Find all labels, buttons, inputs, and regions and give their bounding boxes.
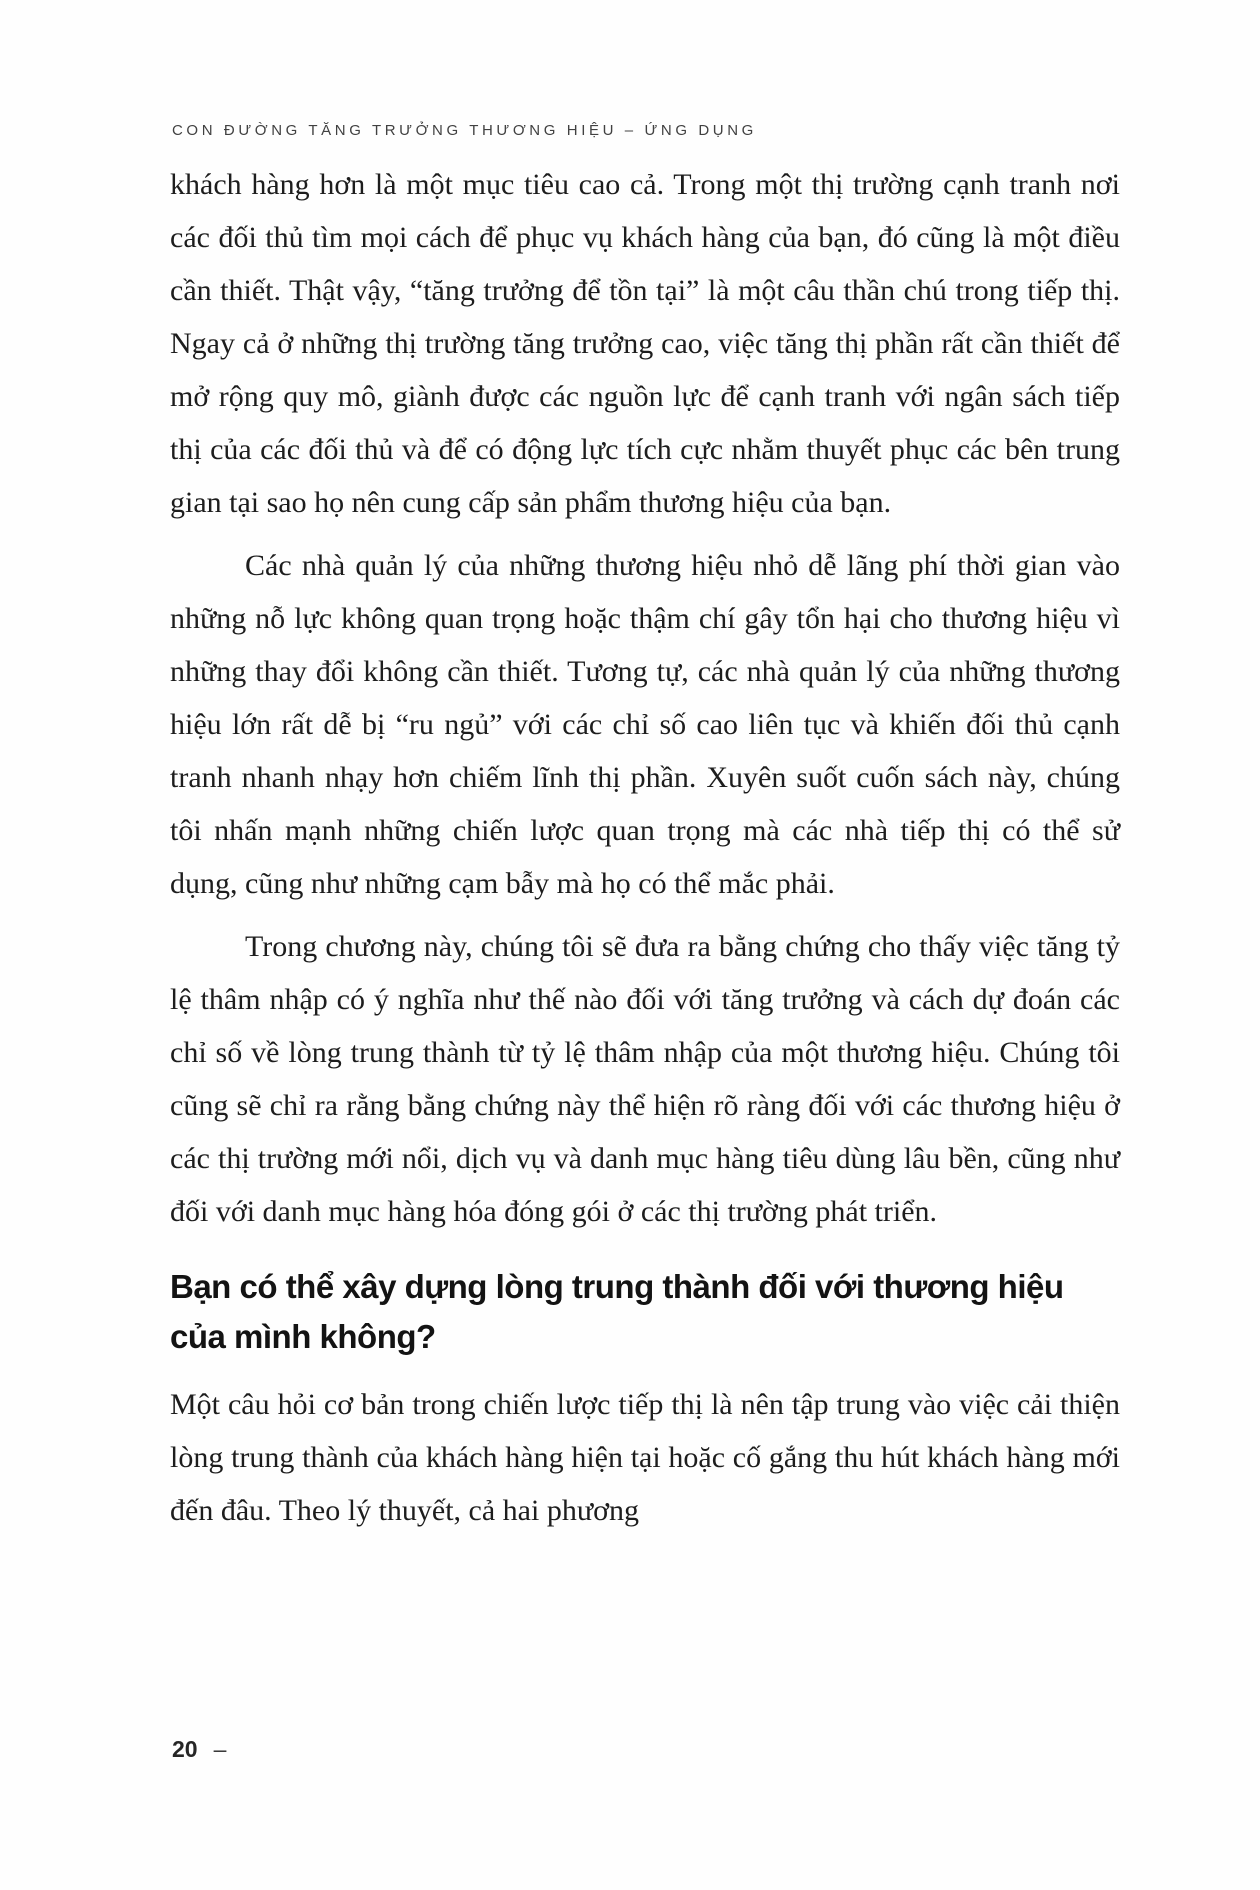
body-paragraph-1: khách hàng hơn là một mục tiêu cao cả. Trong một thị trường cạnh tranh nơi các đối thủ tìm mọi cách để phục vụ khách hàng của bạn, đó cũng là một điều cần thiết. Thật vậy, “tăng trưởng để tồn tại” là một câu thần chú trong tiếp thị. Ngay cả ở những thị trường tăng trưởng cao, việc tăng thị phần rất cần thiết để mở rộng quy mô, giành được các nguồn lực để cạnh tranh với ngân sách tiếp thị của các đối thủ và để có động lực tích cực nhằm thuyết phục các bên trung gian tại sao họ nên cung cấp sản phẩm thương hiệu của bạn. (170, 168, 1120, 519)
body-paragraph-3: Trong chương này, chúng tôi sẽ đưa ra bằng chứng cho thấy việc tăng tỷ lệ thâm nhập có ý nghĩa như thế nào đối với tăng trưởng và cách dự đoán các chỉ số về lòng trung thành từ tỷ lệ thâm nhập của một thương hiệu. Chúng tôi cũng sẽ chỉ ra rằng bằng chứng này thể hiện rõ ràng đối với các thương hiệu ở các thị trường mới nổi, dịch vụ và danh mục hàng tiêu dùng lâu bền, cũng như đối với danh mục hàng hóa đóng gói ở các thị trường phát triển. (170, 930, 1120, 1228)
section-heading: Bạn có thể xây dựng lòng trung thành đối với thương hiệu của mình không? (170, 1268, 1064, 1355)
body-paragraph-4: Một câu hỏi cơ bản trong chiến lược tiếp thị là nên tập trung vào việc cải thiện lòng trung thành của khách hàng hiện tại hoặc cố gắng thu hút khách hàng mới đến đâu. Theo lý thuyết, cả hai phương (170, 1388, 1120, 1527)
page-number: 20 (172, 1736, 198, 1762)
running-header: CON ĐƯỜNG TĂNG TRƯỞNG THƯƠNG HIỆU – ỨNG DỤNG (172, 122, 757, 139)
body-paragraph-2: Các nhà quản lý của những thương hiệu nhỏ dễ lãng phí thời gian vào những nỗ lực không quan trọng hoặc thậm chí gây tổn hại cho thương hiệu vì những thay đổi không cần thiết. Tương tự, các nhà quản lý của những thương hiệu lớn rất dễ bị “ru ngủ” với các chỉ số cao liên tục và khiến đối thủ cạnh tranh nhanh nhạy hơn chiếm lĩnh thị phần. Xuyên suốt cuốn sách này, chúng tôi nhấn mạnh những chiến lược quan trọng mà các nhà tiếp thị có thể sử dụng, cũng như những cạm bẫy mà họ có thể mắc phải. (170, 549, 1120, 900)
content-column (170, 158, 1120, 1547)
page-number-dash: – (213, 1736, 227, 1762)
page-footer (172, 1736, 226, 1763)
